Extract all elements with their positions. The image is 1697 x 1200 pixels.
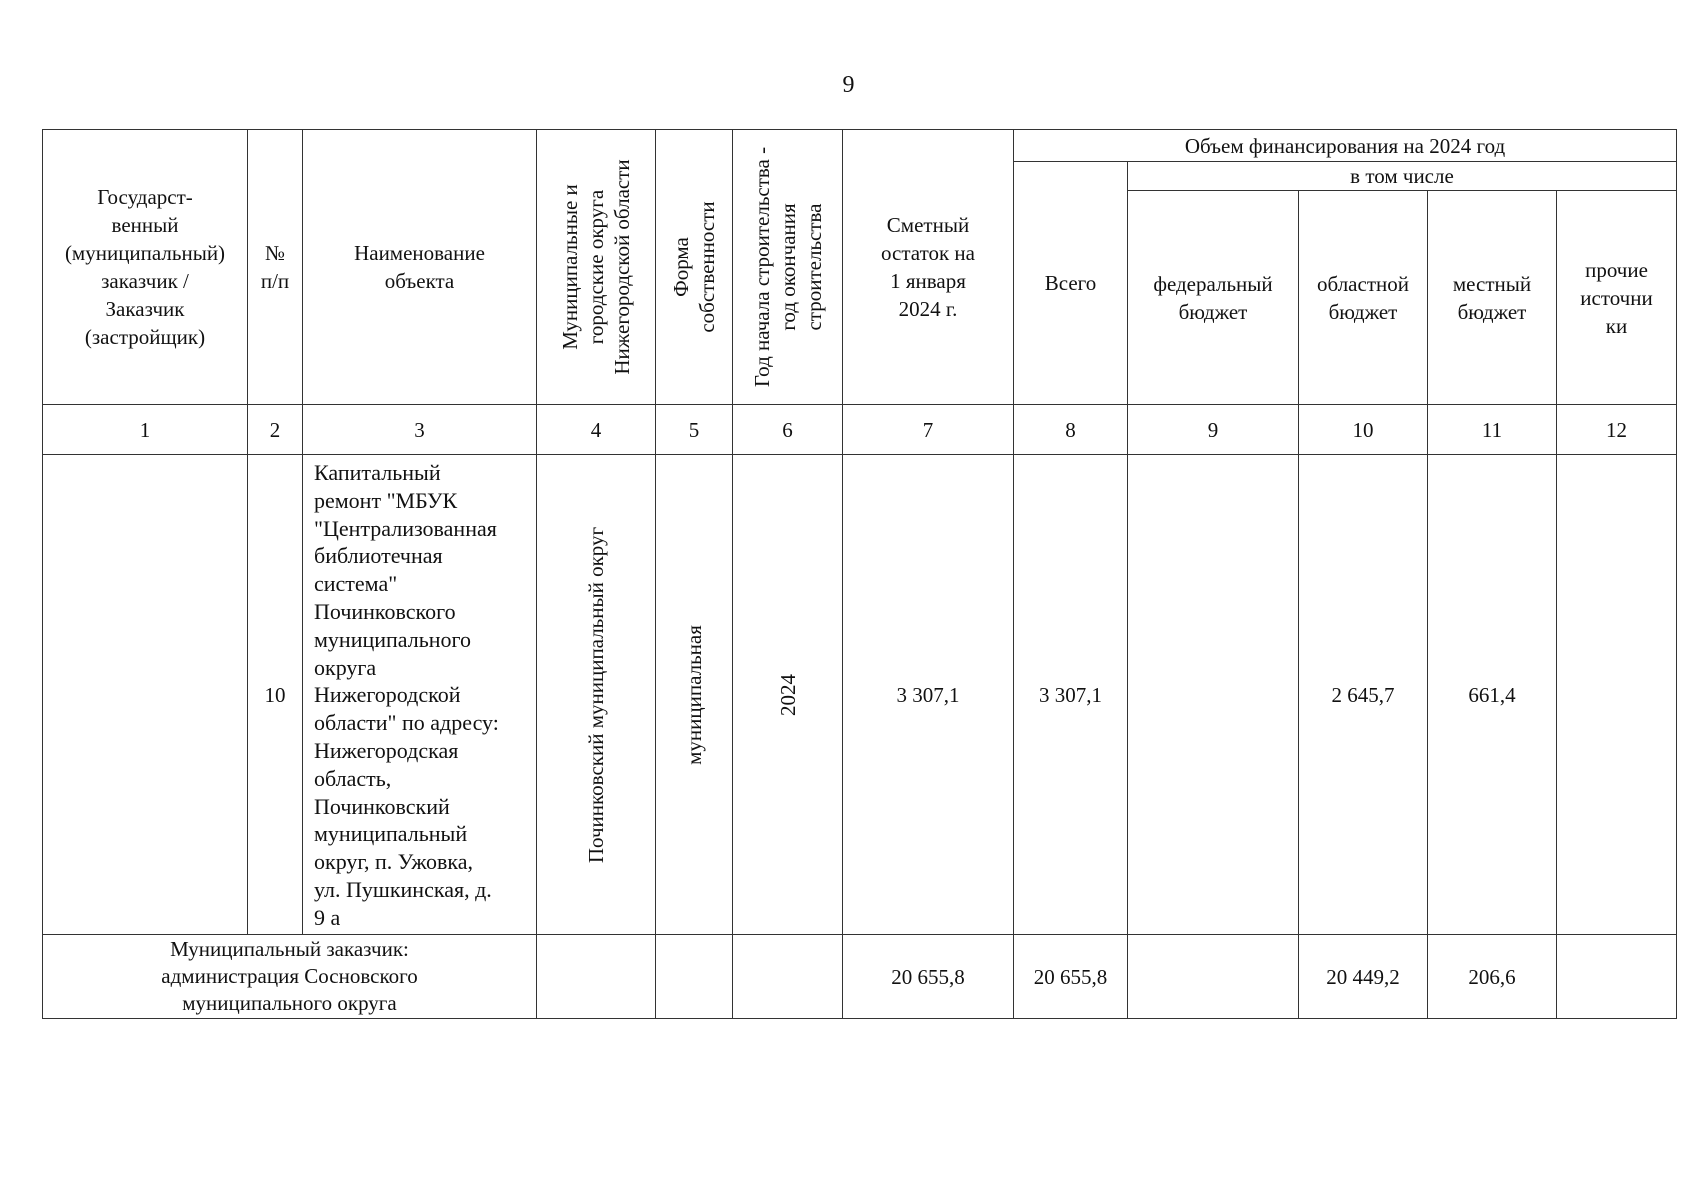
header-federal-budget: федеральный бюджет [1128,191,1299,405]
row-years-text: 2024 [775,673,800,716]
column-number: 2 [248,405,303,455]
row-district-text: Починковский муниципальный округ [584,526,608,863]
header-construction-years-text: Год начала строительства - год окончания строительства [749,146,826,388]
header-including: в том числе [1128,162,1677,191]
header-ownership-form [656,130,733,405]
row-federal [1128,455,1299,935]
summary-local: 206,6 [1428,935,1557,1019]
column-number: 10 [1299,405,1428,455]
row-regional: 2 645,7 [1299,455,1428,935]
header-regional-budget: областной бюджет [1299,191,1428,405]
summary-label: Муниципальный заказчик: администрация Сосновского муниципального округа [43,935,537,1019]
row-total: 3 307,1 [1014,455,1128,935]
column-number: 5 [656,405,733,455]
summary-total: 20 655,8 [1014,935,1128,1019]
column-number: 8 [1014,405,1128,455]
header-other-sources: прочие источни ки [1557,191,1677,405]
header-funding-volume: Объем финансирования на 2024 год [1014,130,1677,162]
column-number: 9 [1128,405,1299,455]
column-number-row [43,405,1677,455]
column-number: 6 [733,405,843,455]
column-number: 7 [843,405,1014,455]
row-local: 661,4 [1428,455,1557,935]
row-number: 10 [248,455,303,935]
header-municipal-districts-text: Муниципальные и городские округа Нижегородской области [558,159,634,375]
column-number: 11 [1428,405,1557,455]
header-construction-years [733,130,843,405]
summary-years [733,935,843,1019]
table-row [43,455,1677,935]
header-customer: Государст- венный (муниципальный) заказчик / Заказчик (застройщик) [43,130,248,405]
header-row-number: № п/п [248,130,303,405]
row-ownership-text: муниципальная [682,624,706,765]
header-estimate-balance: Сметный остаток на 1 января 2024 г. [843,130,1014,405]
row-district [537,455,656,935]
header-local-budget: местный бюджет [1428,191,1557,405]
row-ownership [656,455,733,935]
page-number: 9 [842,72,855,98]
summary-ownership [656,935,733,1019]
header-municipal-districts [537,130,656,405]
header-object-name: Наименование объекта [303,130,537,405]
row-object-name: Капитальный ремонт "МБУК "Централизованная библиотечная система" Починковского муниципального округа Нижегородской области" по адресу: Нижегородская область, Починковский муниципальный округ, п. Ужовка, ул. Пушкинская, д. 9 а [303,455,537,935]
summary-other [1557,935,1677,1019]
row-other [1557,455,1677,935]
row-years [733,455,843,935]
row-estimate-balance: 3 307,1 [843,455,1014,935]
summary-row [43,935,1677,1019]
column-number: 3 [303,405,537,455]
header-total: Всего [1014,162,1128,405]
header-ownership-form-text: Форма собственности [669,201,719,333]
summary-district [537,935,656,1019]
funding-table [42,129,1677,1019]
column-number: 4 [537,405,656,455]
summary-regional: 20 449,2 [1299,935,1428,1019]
summary-federal [1128,935,1299,1019]
row-customer [43,455,248,935]
column-number: 1 [43,405,248,455]
column-number: 12 [1557,405,1677,455]
summary-estimate-balance: 20 655,8 [843,935,1014,1019]
